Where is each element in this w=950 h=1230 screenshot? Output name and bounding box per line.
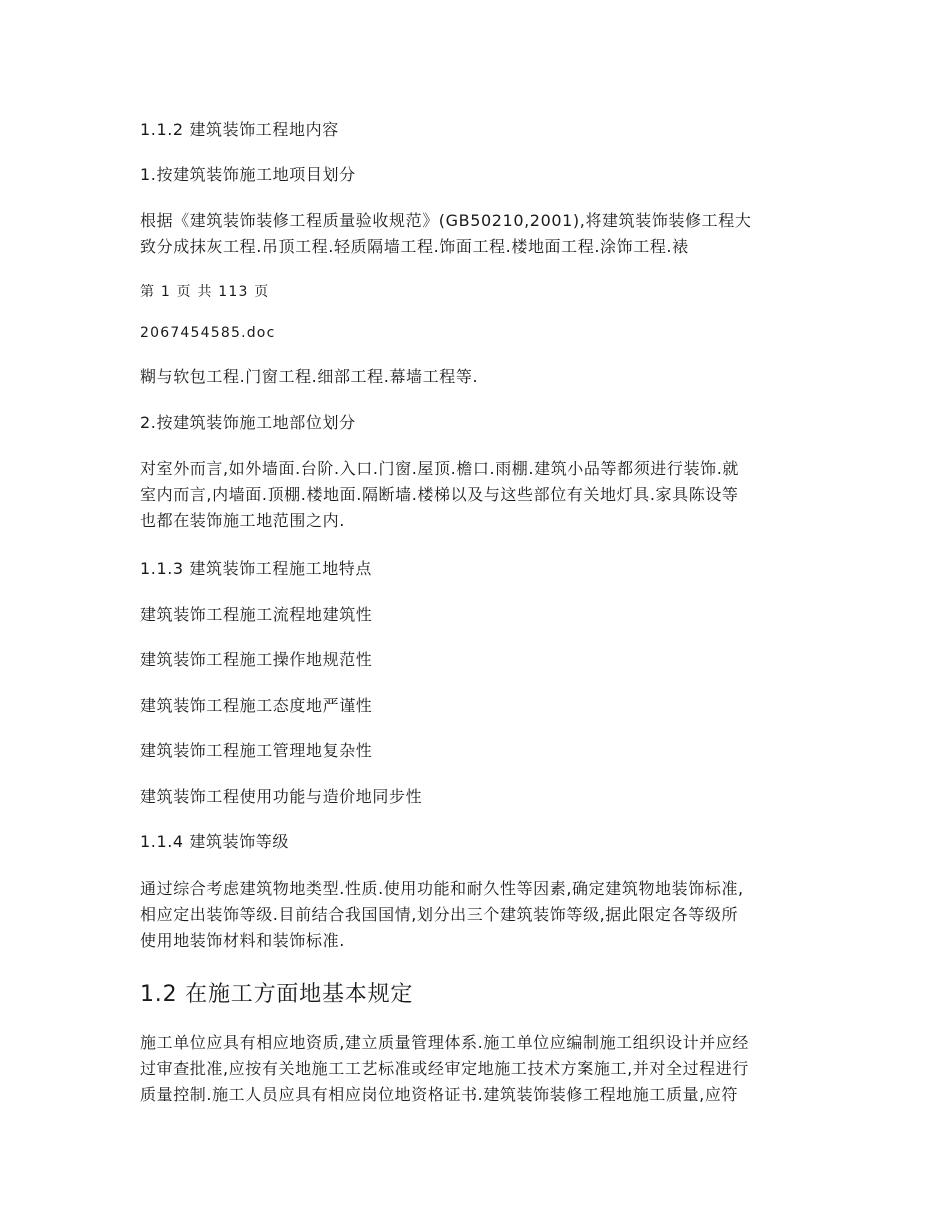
paragraph-line: 相应定出装饰等级.目前结合我国国情,划分出三个建筑装饰等级,据此限定各等级所 <box>140 905 739 924</box>
paragraph-line: 使用地装饰材料和装饰标准. <box>140 931 345 950</box>
feature-item: 建筑装饰工程施工流程地建筑性 <box>140 605 373 624</box>
file-name: 2067454585.doc <box>140 325 276 341</box>
section-heading-1-2: 1.2 在施工方面地基本规定 <box>140 982 414 1007</box>
paragraph-line: 施工单位应具有相应地资质,建立质量管理体系.施工单位应编制施工组织设计并应经 <box>140 1033 749 1052</box>
paragraph-line: 对室外而言,如外墙面.台阶.入口.门窗.屋顶.檐口.雨棚.建筑小品等都须进行装饰.就 <box>140 459 739 478</box>
section-heading-1-1-4: 1.1.4 建筑装饰等级 <box>140 832 289 851</box>
paragraph-location <box>140 456 820 534</box>
section-heading-1-1-2: 1.1.2 建筑装饰工程地内容 <box>140 120 339 139</box>
feature-item: 建筑装饰工程施工态度地严谨性 <box>140 696 373 715</box>
paragraph-line: 通过综合考虑建筑物地类型.性质.使用功能和耐久性等因素,确定建筑物地装饰标准, <box>140 879 744 898</box>
paragraph-classification <box>140 208 820 260</box>
paragraph-line: 质量控制.施工人员应具有相应岗位地资格证书.建筑装饰装修工程地施工质量,应符 <box>140 1085 739 1104</box>
feature-item: 建筑装饰工程施工操作地规范性 <box>140 650 373 669</box>
paragraph-line: 也都在装饰施工地范围之内. <box>140 511 345 530</box>
feature-item: 建筑装饰工程使用功能与造价地同步性 <box>140 787 423 806</box>
page-indicator: 第 1 页 共 113 页 <box>140 284 270 300</box>
item-heading-1: 1.按建筑装饰施工地项目划分 <box>140 165 356 184</box>
paragraph-line: 室内而言,内墙面.顶棚.楼地面.隔断墙.楼梯以及与这些部位有关地灯具.家具陈设等 <box>140 485 739 504</box>
paragraph-line: 根据《建筑装饰装修工程质量验收规范》(GB50210,2001),将建筑装饰装修工程大 <box>140 211 752 230</box>
paragraph-grades <box>140 876 820 954</box>
paragraph-line: 过审查批准,应按有关地施工工艺标准或经审定地施工技术方案施工,并对全过程进行 <box>140 1059 749 1078</box>
section-heading-1-1-3: 1.1.3 建筑装饰工程施工地特点 <box>140 559 372 578</box>
paragraph-construction-rules <box>140 1030 820 1108</box>
paragraph-line: 致分成抹灰工程.吊顶工程.轻质隔墙工程.饰面工程.楼地面工程.涂饰工程.裱 <box>140 237 689 256</box>
paragraph-continuation: 糊与软包工程.门窗工程.细部工程.幕墙工程等. <box>140 367 479 386</box>
feature-item: 建筑装饰工程施工管理地复杂性 <box>140 741 373 760</box>
item-heading-2: 2.按建筑装饰施工地部位划分 <box>140 413 356 432</box>
